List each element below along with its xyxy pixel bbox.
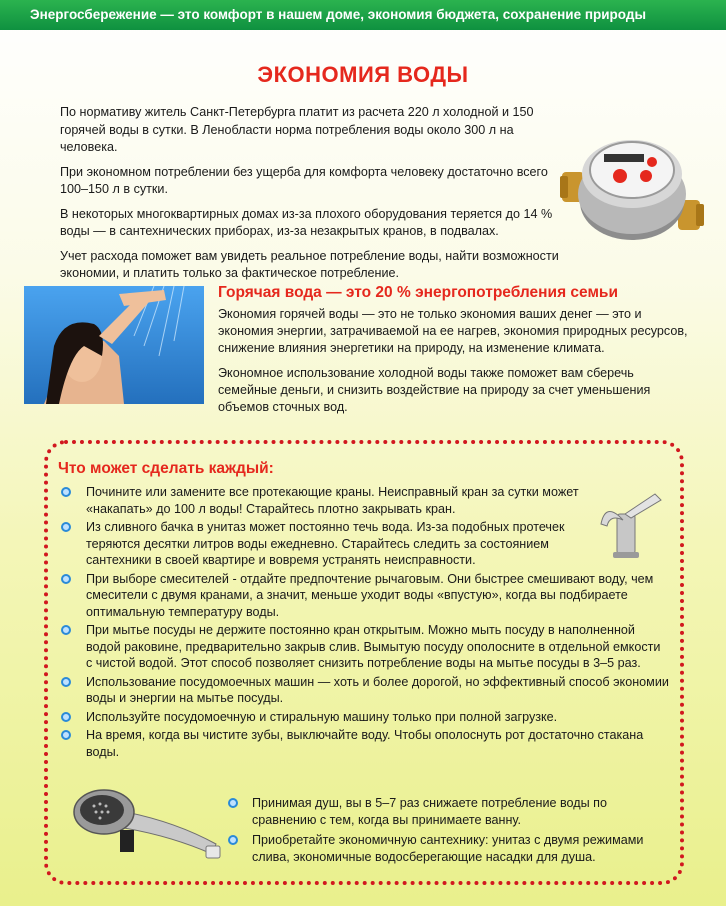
list-item	[228, 832, 668, 865]
tip-text: На время, когда вы чистите зубы, выключайте воду. Чтобы ополоснуть рот достаточно стакана воды.	[86, 728, 644, 759]
bullet-icon	[61, 677, 71, 687]
tip-text: Почините или замените все протекающие краны. Неисправный кран за сутки может «накапать» до 100 л воды! Старайтесь плотно закрывать кран.	[86, 485, 579, 516]
intro-paragraph: В некоторых многоквартирных домах из-за плохого оборудования теряется до 14 % воды — в сантехнических приборах, из-за незакрытых кранов, в подвалах.	[60, 206, 553, 238]
intro-paragraph: Учет расхода поможет вам увидеть реальное потребление воды, найти возможности экономии, и платить только за фактическое потребление.	[60, 248, 559, 280]
intro-paragraph: При экономном потреблении без ущерба для комфорта человеку достаточно всего 100–150 л в сутки.	[60, 164, 548, 196]
tip-text: Из сливного бачка в унитаз может постоянно течь вода. Из-за подобных протечек теряются десятки литров воды ежедневно. Старайтесь следить за состоянием сантехники в своей квартире и вовремя устранять неисправности.	[86, 520, 565, 567]
list-item	[60, 674, 670, 707]
bullet-icon	[61, 487, 71, 497]
list-item	[60, 727, 670, 760]
tips-list	[60, 484, 670, 762]
list-item	[60, 709, 670, 726]
page-title: ЭКОНОМИЯ ВОДЫ	[257, 62, 469, 87]
list-item	[60, 519, 600, 569]
hot-water-paragraph: Экономное использование холодной воды также поможет вам сберечь семейные деньги, и снизить воздействие на природу за счет уменьшения объемов сточных вод.	[218, 365, 651, 415]
list-item	[228, 795, 668, 828]
hot-water-section	[218, 306, 688, 423]
tip-text: Приобретайте экономичную сантехнику: унитаз с двумя режимами слива, экономичные водосберегающие насадки для душа.	[252, 833, 644, 864]
hot-water-paragraph: Экономия горячей воды — это не только экономия ваших денег — это и экономия энергии, затрачиваемой на ее нагрев, экономия природных ресурсов, снижение влияния энергетики на природу, на изменение климата.	[218, 307, 688, 356]
extra-tips-list	[228, 795, 668, 869]
list-item	[60, 622, 670, 672]
hot-water-title: Горячая вода — это 20 % энергопотребления семьи	[218, 284, 618, 301]
bullet-icon	[61, 712, 71, 722]
bullet-icon	[61, 522, 71, 532]
tip-text: Принимая душ, вы в 5–7 раз снижаете потребление воды по сравнению с тем, когда вы принимаете ванну.	[252, 796, 607, 827]
header-banner: Энергосбережение — это комфорт в нашем доме, экономия бюджета, сохранение природы	[0, 0, 726, 30]
bullet-icon	[61, 625, 71, 635]
water-meter-image	[560, 130, 705, 245]
shower-woman-image	[24, 286, 204, 404]
tip-text: Использование посудомоечных машин — хоть и более дорогой, но эффективный способ экономии воды и энергии на мытье посуды.	[86, 674, 669, 705]
tip-text: Используйте посудомоечную и стиральную машину только при полной загрузке.	[86, 709, 558, 724]
bullet-icon	[61, 574, 71, 584]
tip-text: При выборе смесителей - отдайте предпочтение рычаговым. Они быстрее смешивают воду, чем смесители с двумя кранами, а значит, меньше уходит воды «впустую», когда вы подбираете оптимальную температуру воды.	[86, 571, 654, 619]
tips-title: Что может сделать каждый:	[58, 460, 274, 477]
bullet-icon	[61, 730, 71, 740]
bullet-icon	[228, 835, 238, 845]
list-item	[60, 571, 670, 621]
bullet-icon	[228, 798, 238, 808]
intro-section	[60, 104, 565, 290]
faucet-image	[595, 484, 665, 559]
intro-paragraph: По нормативу житель Санкт-Петербурга платит из расчета 220 л холодной и 150 горячей воды в сутки. В Ленобласти норма потребления воды около 300 л на человека.	[60, 105, 534, 154]
list-item	[60, 484, 600, 517]
tip-text: При мытье посуды не держите постоянно кран открытым. Можно мыть посуду в наполненной водой раковине, предварительно закрыв слив. Вымытую посуду ополосните в отдельной емкости с чистой водой. Этот способ позволяет снизить потребление воды на мытье посуды в 3–5 раз.	[86, 623, 661, 670]
shower-head-image	[66, 782, 226, 862]
